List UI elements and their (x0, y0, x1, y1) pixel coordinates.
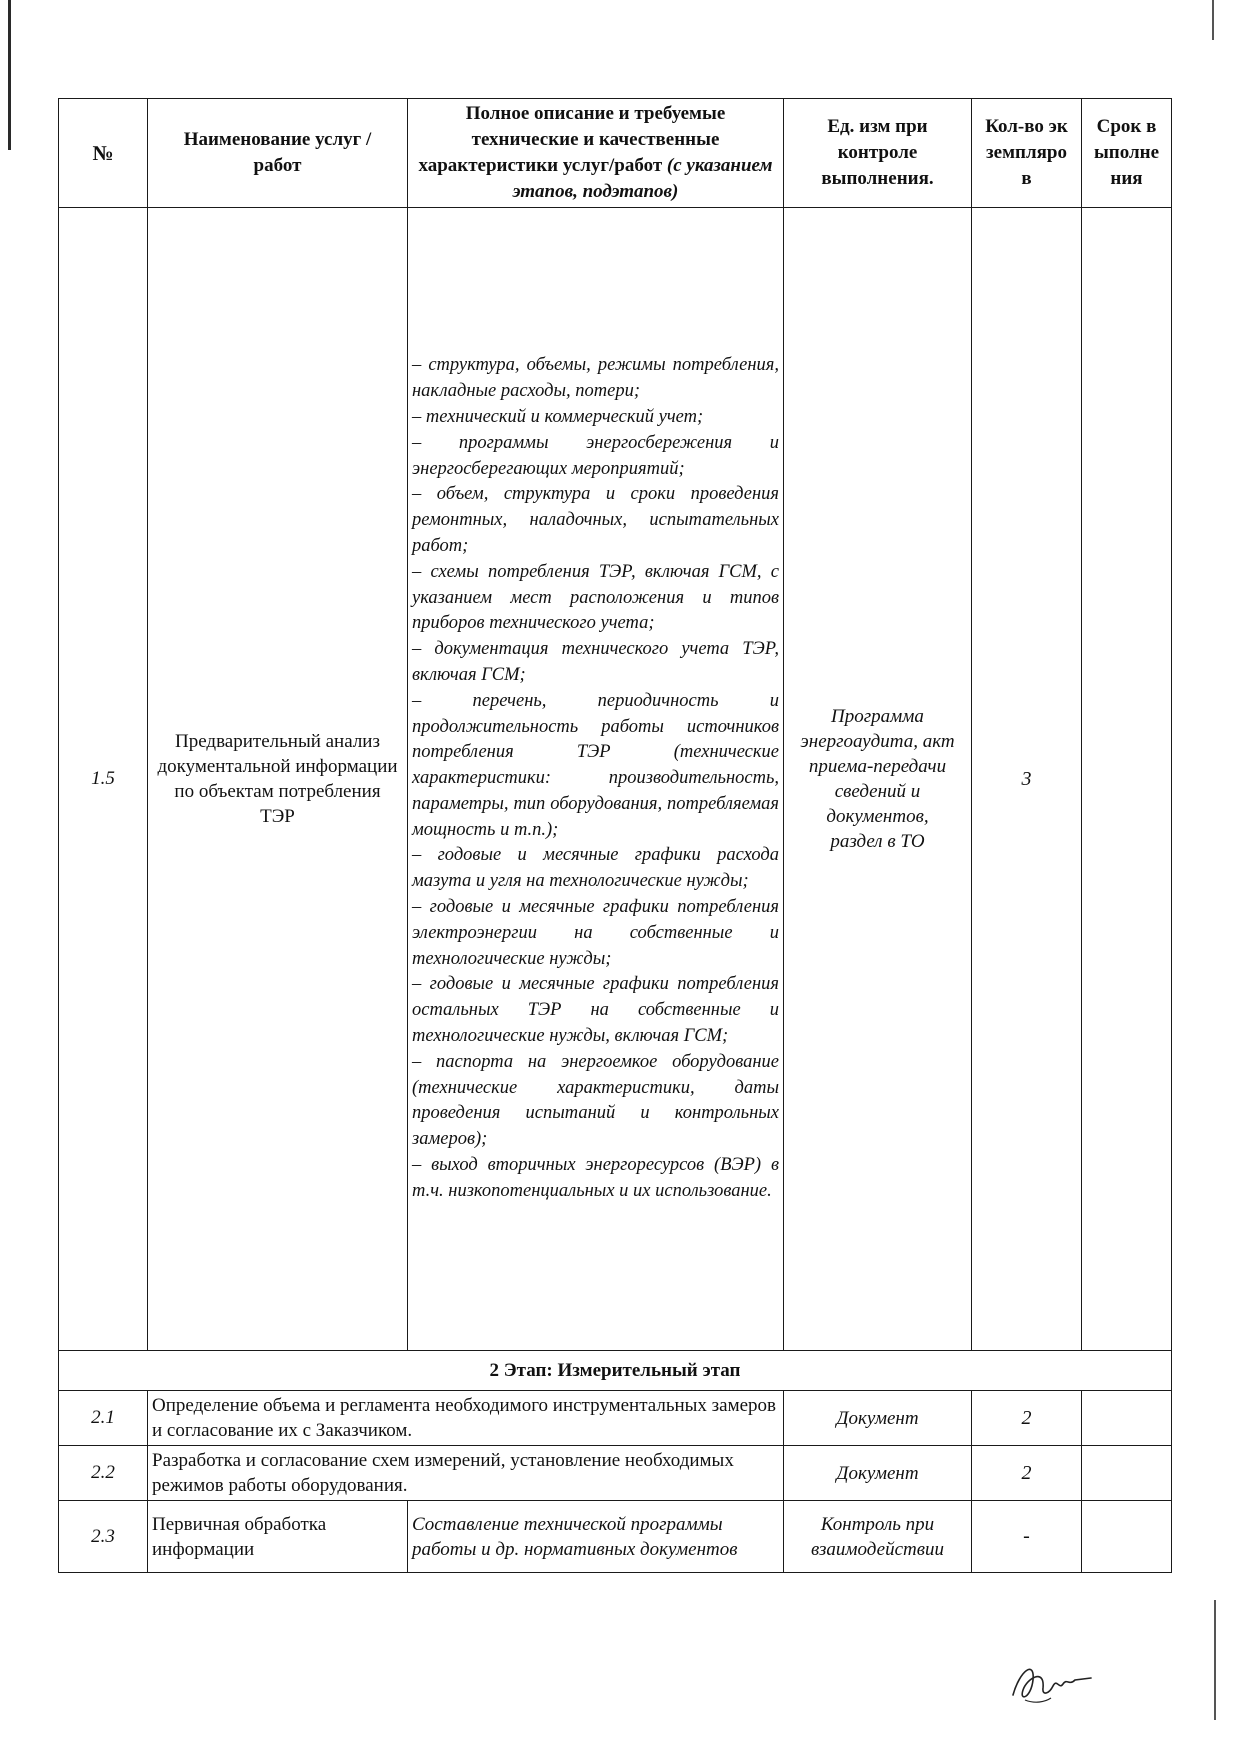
services-table (58, 98, 1172, 1573)
description-item: – схемы потребления ТЭР, включая ГСМ, с указанием мест расположения и типов приборов технического учета; (412, 561, 779, 634)
row-number: 1.5 (59, 208, 148, 1351)
control-unit: Программа энергоаудита, акт приема-передачи сведений и документов, раздел в ТО (784, 208, 972, 1351)
service-name: Предварительный анализ документальной информации по объектам потребления ТЭР (148, 208, 408, 1351)
term-cell (1082, 1391, 1172, 1446)
copies-count: 3 (972, 208, 1082, 1351)
description-item: – годовые и месячные графики потребления электроэнергии на собственные и технологические нужды; (412, 897, 779, 969)
description-item: – паспорта на энергоемкое оборудование (технические характеристики, даты проведения испытаний и контрольных замеров); (412, 1051, 779, 1150)
term-cell (1082, 1501, 1172, 1573)
service-description: Составление технической программы работы и др. нормативных документов (408, 1501, 784, 1573)
header-row (59, 99, 1172, 208)
header-term: Срок выполнения (1082, 99, 1172, 208)
table-row (59, 1391, 1172, 1446)
description-item: – объем, структура и сроки проведения ремонтных, наладочных, испытательных работ; (412, 484, 779, 556)
header-description (408, 99, 784, 208)
header-quantity: Кол-во экземпляров (972, 99, 1082, 208)
stage-title: 2 Этап: Измерительный этап (59, 1351, 1172, 1391)
table-row (59, 1501, 1172, 1573)
copies-count: 2 (972, 1391, 1082, 1446)
row-number: 2.1 (59, 1391, 148, 1446)
row-number: 2.2 (59, 1446, 148, 1501)
term-cell (1082, 1446, 1172, 1501)
scan-edge-mark (1212, 0, 1214, 40)
term-cell (1082, 208, 1172, 1351)
service-description (408, 208, 784, 1351)
scan-edge-mark (1214, 1600, 1216, 1720)
stage-header-row (59, 1351, 1172, 1391)
table-row (59, 208, 1172, 1351)
description-item: – годовые и месячные графики расхода мазута и угля на технологические нужды; (412, 845, 779, 892)
description-item: – перечень, периодичность и продолжительность работы источников потребления ТЭР (технические характеристики: производительность, параметры, тип оборудования, потребляемая мощность и т.п.); (412, 690, 779, 840)
row-number: 2.3 (59, 1501, 148, 1573)
control-unit: Документ (784, 1391, 972, 1446)
description-item: – технический и коммерческий учет; (412, 406, 704, 427)
header-name (148, 99, 408, 208)
description-item: – программы энергосбережения и энергосберегающих мероприятий; (412, 432, 779, 479)
control-unit: Документ (784, 1446, 972, 1501)
copies-count: - (972, 1501, 1082, 1573)
description-item: – годовые и месячные графики потребления остальных ТЭР на собственные и технологические нужды, включая ГСМ; (412, 974, 779, 1047)
header-name-text: Наименование услуг /работ (183, 129, 372, 176)
header-description-text: Полное описание и требуемые технические и качественные характеристики услуг/работ (418, 103, 726, 176)
signature-icon (1005, 1650, 1095, 1710)
scan-edge-mark (8, 0, 11, 150)
header-unit: Ед. изм при контроле выполнения. (784, 99, 972, 208)
header-number: № (59, 99, 148, 208)
copies-count: 2 (972, 1446, 1082, 1501)
control-unit: Контроль при взаимодействии (784, 1501, 972, 1573)
header-description-note: (с указанием этапов, подэтапов) (512, 155, 773, 202)
table-row (59, 1446, 1172, 1501)
description-item: – документация технического учета ТЭР, включая ГСМ; (412, 639, 779, 685)
service-name: Первичная обработка информации (148, 1501, 408, 1573)
description-item: – структура, объемы, режимы потребления, накладные расходы, потери; (412, 355, 779, 402)
service-name: Определение объема и регламента необходимого инструментальных замеров и согласование их с Заказчиком. (148, 1391, 784, 1446)
service-name: Разработка и согласование схем измерений, установление необходимых режимов работы оборудования. (148, 1446, 784, 1501)
description-item: – выход вторичных энергоресурсов (ВЭР) в т.ч. низкопотенциальных и их использование. (412, 1155, 779, 1201)
